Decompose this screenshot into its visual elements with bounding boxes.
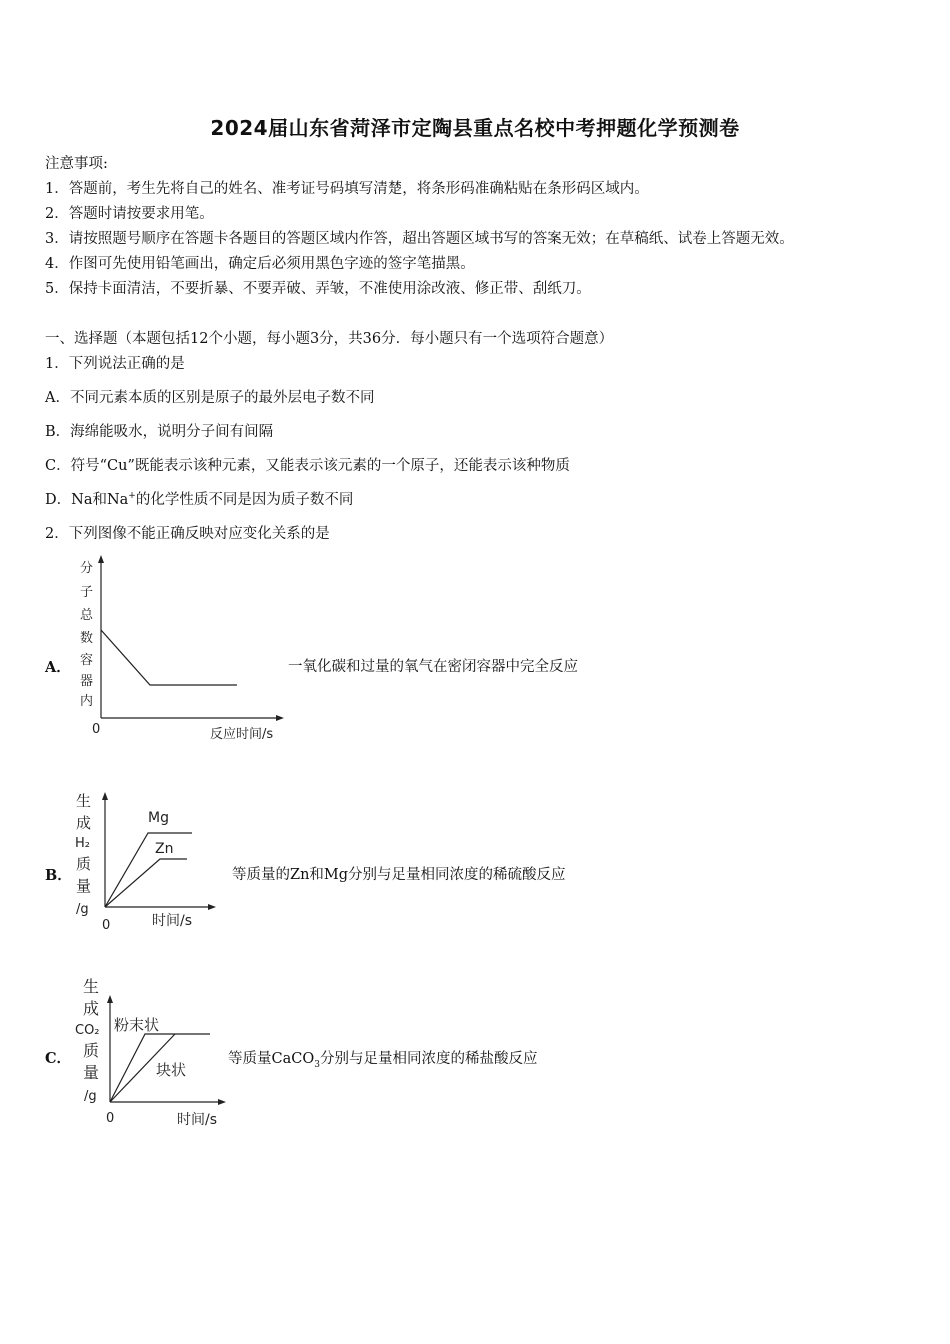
q2-stem: 2．下列图像不能正确反映对应变化关系的是 xyxy=(45,526,330,542)
b-origin: 0 xyxy=(102,918,111,933)
q2-option-c-label: C． xyxy=(45,1050,72,1067)
b-series-zn: Zn xyxy=(155,841,174,857)
q2-option-c-desc: 等质量CaCO$_3$分别与足量相同浓度的稀盐酸反应 xyxy=(228,1051,538,1070)
a-xlabel: 反应时间/s xyxy=(210,727,274,742)
c-ylabel-1: 成 xyxy=(83,999,100,1018)
a-ylabel-2: 总 xyxy=(80,608,94,623)
q1-option-d: D．Na和Na+的化学性质不同是因为质子数不同 xyxy=(45,491,354,508)
b-y-arrow xyxy=(102,792,108,800)
a-ylabel-5: 器 xyxy=(80,674,94,689)
b-ylabel-0: 生 xyxy=(76,792,92,810)
c-ylabel-5: /g xyxy=(84,1089,97,1104)
q2-option-b-desc: 等质量的Zn和Mg分别与足量相同浓度的稀硫酸反应 xyxy=(232,867,566,883)
notice-item-3: 3．请按照题号顺序在答题卡各题目的答题区域内作答，超出答题区域书写的答案无效；在草稿纸、试卷上答题无效。 xyxy=(45,231,794,247)
c-ylabel-3: 质 xyxy=(83,1041,100,1060)
q1-option-b: B．海绵能吸水，说明分子间有间隔 xyxy=(45,424,274,440)
b-ylabel-1: 成 xyxy=(76,814,92,832)
c-ylabel-4: 量 xyxy=(83,1063,100,1082)
a-ylabel-3: 数 xyxy=(80,631,94,646)
notice-item-5: 5．保持卡面清洁，不要折暴、不要弄破、弄皱，不准使用涂改液、修正带、刮纸刀。 xyxy=(45,281,591,297)
c-origin: 0 xyxy=(106,1111,115,1126)
c-ylabel-0: 生 xyxy=(83,977,100,996)
notice-item-2: 2．答题时请按要求用笔。 xyxy=(45,206,214,222)
b-series-mg: Mg xyxy=(148,810,169,826)
q1-option-a: A．不同元素本质的区别是原子的最外层电子数不同 xyxy=(45,390,375,406)
a-ylabel-1: 子 xyxy=(80,585,94,600)
a-ylabel-0: 分 xyxy=(80,561,94,576)
a-ylabel-4: 容 xyxy=(80,653,94,668)
a-ylabel-6: 内 xyxy=(80,694,94,709)
b-ylabel-5: /g xyxy=(76,902,89,917)
notice-item-4: 4．作图可先使用铅笔画出，确定后必须用黑色字迹的签字笔描黑。 xyxy=(45,256,475,272)
q1-option-c: C．符号“Cu”既能表示该种元素，又能表示该元素的一个原子，还能表示该种物质 xyxy=(45,458,570,474)
b-xlabel: 时间/s xyxy=(152,913,193,929)
page-title: 2024届山东省菏泽市定陶县重点名校中考押题化学预测卷 xyxy=(210,116,740,140)
a-curve xyxy=(101,630,237,685)
b-line-zn xyxy=(105,859,187,907)
q2-option-b-label: B． xyxy=(45,867,72,884)
b-ylabel-4: 量 xyxy=(76,877,92,895)
a-origin: 0 xyxy=(92,722,101,737)
notice-item-1: 1．答题前，考生先将自己的姓名、准考证号码填写清楚，将条形码准确粘贴在条形码区域内。 xyxy=(45,181,649,197)
a-x-arrow xyxy=(276,715,284,721)
c-series-powder: 粉末状 xyxy=(114,1016,160,1034)
q2-a-graph xyxy=(70,552,300,747)
q1-stem: 1．下列说法正确的是 xyxy=(45,356,185,372)
c-x-arrow xyxy=(218,1099,226,1105)
q2-c-graph xyxy=(70,970,240,1130)
c-ylabel-2: CO₂ xyxy=(75,1023,100,1038)
a-y-arrow xyxy=(98,555,104,563)
q2-option-a-label: A． xyxy=(45,659,71,676)
notice-heading: 注意事项: xyxy=(45,156,108,172)
c-series-block: 块状 xyxy=(156,1061,187,1079)
c-xlabel: 时间/s xyxy=(177,1112,218,1128)
c-y-arrow xyxy=(107,995,113,1003)
section-heading: 一、选择题（本题包括12个小题，每小题3分，共36分．每小题只有一个选项符合题意） xyxy=(45,331,614,347)
q2-b-graph xyxy=(70,785,230,935)
b-ylabel-2: H₂ xyxy=(75,836,90,851)
b-x-arrow xyxy=(208,904,216,910)
b-ylabel-3: 质 xyxy=(76,855,92,873)
q2-option-a-desc: 一氧化碳和过量的氧气在密闭容器中完全反应 xyxy=(288,659,578,675)
